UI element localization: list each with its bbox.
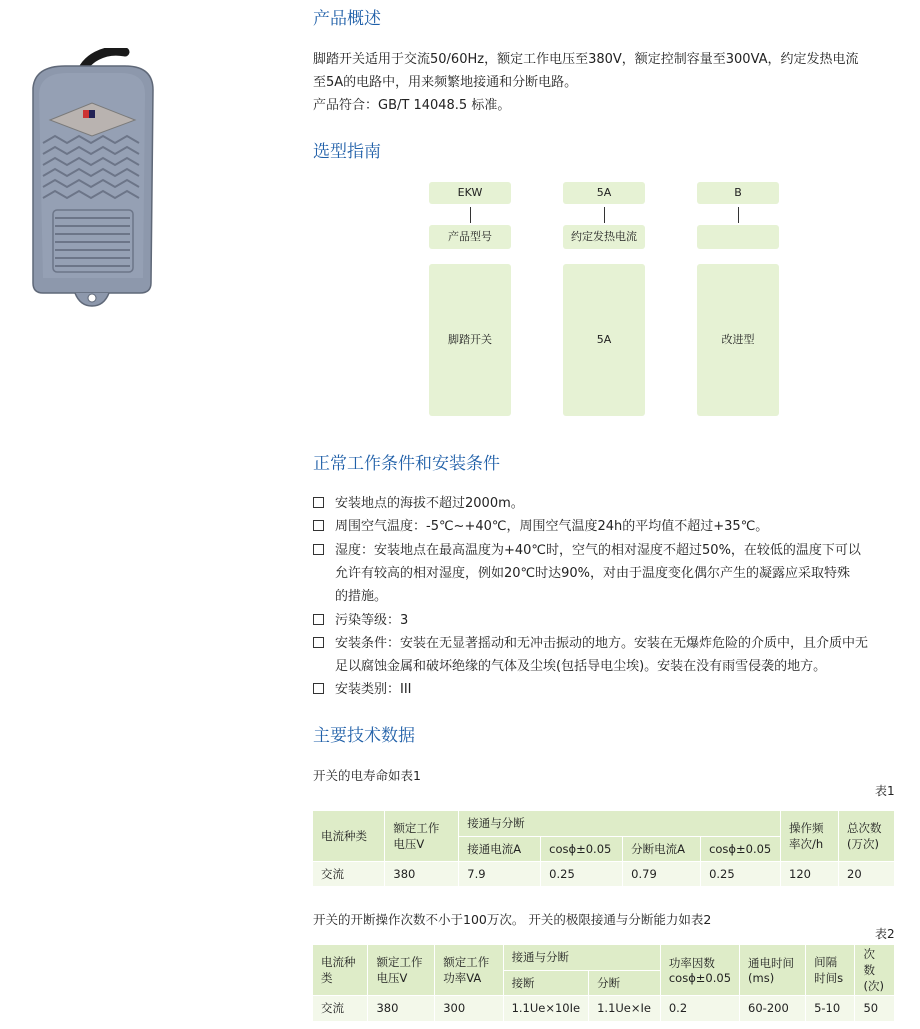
tech-heading: 主要技术数据 [313, 726, 415, 746]
conditions-heading: 正常工作条件和安装条件 [313, 454, 500, 474]
table1-intro: 开关的电寿命如表1 [313, 768, 421, 783]
model-code-box: EKW [429, 182, 511, 204]
table1-caption: 表1 [875, 784, 895, 798]
variant-code-box: B [697, 182, 779, 204]
checkbox-icon [313, 497, 324, 508]
current-desc-box: 5A [563, 264, 645, 416]
table-row: 交流 380 300 1.1Ue×10Ie 1.1Ue×Ie 0.2 60-200 5-10 50 [313, 995, 895, 1021]
condition-item: 安装条件：安装在无显著摇动和无冲击振动的地方。安装在无爆炸危险的介质中，且介质中无 足以腐蚀金属和破坏绝缘的气体及尘埃(包括导电尘埃)。安装在没有雨雪侵袭的地方。 [313, 632, 913, 678]
condition-item: 安装地点的海拔不超过2000m。 [313, 492, 913, 515]
condition-item: 湿度：安装地点在最高温度为+40℃时，空气的相对湿度不超过50%，在较低的温度下可以 允许有较高的相对湿度，例如20℃时达90%，对由于温度变化偶尔产生的凝露应采取特殊 的措施。 [313, 539, 913, 608]
model-desc-box: 脚踏开关 [429, 264, 511, 416]
condition-item: 周围空气温度：-5℃~+40℃，周围空气温度24h的平均值不超过+35℃。 [313, 515, 913, 538]
connector-line [470, 207, 471, 223]
current-code-box: 5A [563, 182, 645, 204]
overview-line-1: 脚踏开关适用于交流50/60Hz，额定工作电压至380V，额定控制容量至300VA，约定发热电流 [313, 52, 859, 67]
overview-heading: 产品概述 [313, 9, 381, 29]
overview-line-3: 产品符合：GB/T 14048.5 标准。 [313, 98, 511, 113]
table2-caption: 表2 [875, 927, 895, 941]
electrical-life-table: 电流种类 额定工作电压V 接通与分断 操作频率次/h 总次数(万次) 接通电流A cosϕ±0.05 分断电流A cosϕ±0.05 交流 380 7.9 0.25 0.79 0.25 120 20 [313, 811, 895, 887]
switching-capacity-table: 电流种类 额定工作电压V 额定工作功率VA 接通与分断 功率因数cosϕ±0.05 通电时间(ms) 间隔时间s 次数(次) 接断 分断 交流 380 300 1.1Ue×10Ie 1.1Ue×Ie 0.2 60-200 5-10 50 [313, 945, 895, 1022]
connector-line [604, 207, 605, 223]
checkbox-icon [313, 637, 324, 648]
variant-label-box [697, 225, 779, 249]
connector-line [738, 207, 739, 223]
checkbox-icon [313, 683, 324, 694]
condition-item: 污染等级：3 [313, 609, 913, 632]
checkbox-icon [313, 614, 324, 625]
current-label-box: 约定发热电流 [563, 225, 645, 249]
foot-pedal-image [25, 48, 160, 308]
table-row: 交流 380 7.9 0.25 0.79 0.25 120 20 [313, 861, 895, 886]
checkbox-icon [313, 520, 324, 531]
model-label-box: 产品型号 [429, 225, 511, 249]
table2-intro: 开关的开断操作次数不小于100万次。 开关的极限接通与分断能力如表2 [313, 912, 712, 927]
condition-item: 安装类别：III [313, 678, 913, 701]
selection-heading: 选型指南 [313, 142, 381, 162]
variant-desc-box: 改进型 [697, 264, 779, 416]
overview-line-2: 至5A的电路中，用来频繁地接通和分断电路。 [313, 75, 578, 90]
checkbox-icon [313, 544, 324, 555]
